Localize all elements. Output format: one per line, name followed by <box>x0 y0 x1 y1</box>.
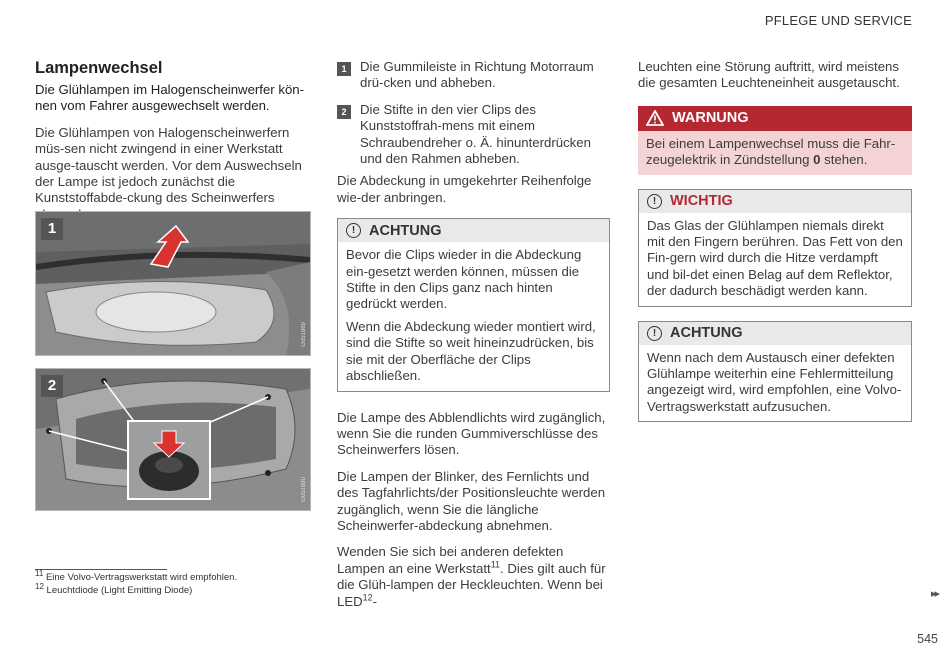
achtung-body-2 <box>639 345 911 422</box>
footnote-divider <box>35 569 167 570</box>
figure-1-number: 1 <box>41 218 63 240</box>
step-2-text: Die Stifte in den vier Clips des Kunststoffrah-mens mit einem Schraubendreher o. Ä. hinunterdrücken und den Rahmen abheben. <box>360 101 591 167</box>
info-icon: ! <box>647 194 662 209</box>
intro-paragraph: Die Glühlampen von Halogenscheinwerfern müs-sen nicht zwingend in einer Werkstatt ausge-tauscht werden. Vor dem Auswechseln der Lampe ist jedoch zunächst die Kunststoffabde-ckung des Scheinwerfers <box>35 124 302 206</box>
warnung-heading: WARNUNG <box>672 110 749 127</box>
figure-1-rubber-strip <box>35 211 311 356</box>
footnote-12-text: Leuchtdiode (Light Emitting Diode) <box>46 585 193 596</box>
achtung-text-1a: Bevor die Clips wieder in die Abdeckung ein-gesetzt werden können, müssen die Stifte in den Clips ganz nach hinten gedrückt werden. <box>346 247 582 312</box>
achtung-header-2 <box>639 322 911 345</box>
werkstatt-paragraph <box>337 544 610 610</box>
step-1 <box>337 59 610 92</box>
figure-1-code: G051889 <box>301 322 307 347</box>
info-icon: ! <box>647 326 662 341</box>
achtung-box-2 <box>638 321 912 423</box>
achtung-box-1 <box>337 218 610 391</box>
footnote-ref-11[interactable]: 11 <box>490 559 501 570</box>
warnung-text <box>646 136 904 169</box>
warnung-header <box>638 106 912 131</box>
footnote-ref-12[interactable]: 12 <box>362 592 373 603</box>
footnote-11 <box>35 568 238 583</box>
footnote-11-text: Eine Volvo-Vertragswerkstatt wird empfohlen. <box>45 572 238 583</box>
warnung-text-a: Bei einem Lampenwechsel muss die Fahr-zeugelektrik in Zündstellung <box>646 135 896 168</box>
figure-2-number: 2 <box>41 375 63 397</box>
werkstatt-text-b: . Dies gilt auch für die Glüh-lampen der Heckleuchten. Wenn bei LED <box>337 560 606 609</box>
column-2 <box>337 59 610 620</box>
next-page-icon[interactable]: ▸▸ <box>930 588 938 600</box>
wichtig-body <box>639 213 911 306</box>
figure-2-illustration <box>36 369 310 510</box>
step-1-text: Die Gummileiste in Richtung Motorraum drü-cken und abheben. <box>360 59 594 91</box>
achtung-body-1 <box>338 242 609 390</box>
column-3 <box>638 59 912 432</box>
achtung-text-1b: Wenn die Abdeckung wieder montiert wird, sind die Stifte so weit hineinzudrücken, bis sie mit der Oberfläche der Clips abschließen. <box>346 318 596 384</box>
warnung-text-b: stehen. <box>820 152 868 168</box>
blinker-paragraph: Die Lampen der Blinker, des Fernlichts und des Tagfahrlichts/der Positionsleuchte werden zugänglich, wenn Sie die längliche Scheinwerfer-abdeckung abnehmen. <box>337 468 606 533</box>
werkstatt-text-a: Wenden Sie sich bei anderen defekten Lampen an eine Werkstatt <box>337 544 564 576</box>
warning-triangle-icon <box>646 110 664 126</box>
abblend-paragraph: Die Lampe des Abblendlichts wird zugänglich, wenn Sie die runden Gummiverschlüsse des Scheinwerfers lösen. <box>337 409 606 458</box>
section-header: PFLEGE UND SERVICE <box>764 13 912 28</box>
continued-paragraph: Leuchten eine Störung auftritt, wird meistens die gesamten Leuchteneinheit ausgetauscht. <box>638 59 900 91</box>
warnung-box <box>638 106 912 175</box>
wichtig-heading: WICHTIG <box>670 192 733 209</box>
achtung-text-2: Wenn nach dem Austausch einer defekten Glühlampe weiterhin eine Fehlermitteilung angezeigt wird, wird empfohlen, eine Volvo-Vertragswerkstatt aufzusuchen. <box>647 349 902 414</box>
step-1-number: 1 <box>337 62 351 76</box>
reinstall-paragraph: Die Abdeckung in umgekehrter Reihenfolge wie-der anbringen. <box>337 173 592 205</box>
step-2-number: 2 <box>337 105 351 119</box>
figure-2-clip-pins <box>35 368 311 511</box>
figure-1-illustration <box>36 212 310 355</box>
achtung-heading-2: ACHTUNG <box>670 324 743 341</box>
wichtig-text: Das Glas der Glühlampen niemals direkt mit den Fingern berühren. Das Fett von den Fin-gern wird durch die Hitze verdampft und bil-det einen Belag auf dem Reflektor, der dadurch beschädigt werden kann. <box>647 217 903 299</box>
column-1 <box>35 59 310 233</box>
footnote-12 <box>35 581 193 596</box>
achtung-header-1 <box>338 219 609 242</box>
wichtig-header <box>639 190 911 213</box>
step-2 <box>337 102 610 168</box>
achtung-heading-1: ACHTUNG <box>369 222 442 239</box>
page-number: 545 <box>917 632 938 646</box>
warnung-ignition-position: 0 <box>813 152 821 168</box>
footnote-11-number: 11 <box>35 568 44 578</box>
werkstatt-text-c: - <box>372 593 378 609</box>
lead-paragraph: Die Glühlampen im Halogenscheinwerfer kön-nen vom Fahrer ausgewechselt werden. <box>35 82 305 114</box>
footnote-12-number: 12 <box>35 581 44 591</box>
section-title: Lampenwechsel <box>35 59 163 77</box>
info-icon: ! <box>346 223 361 238</box>
figure-2-code: G051890 <box>301 477 307 502</box>
warnung-body <box>638 131 912 175</box>
wichtig-box <box>638 189 912 307</box>
